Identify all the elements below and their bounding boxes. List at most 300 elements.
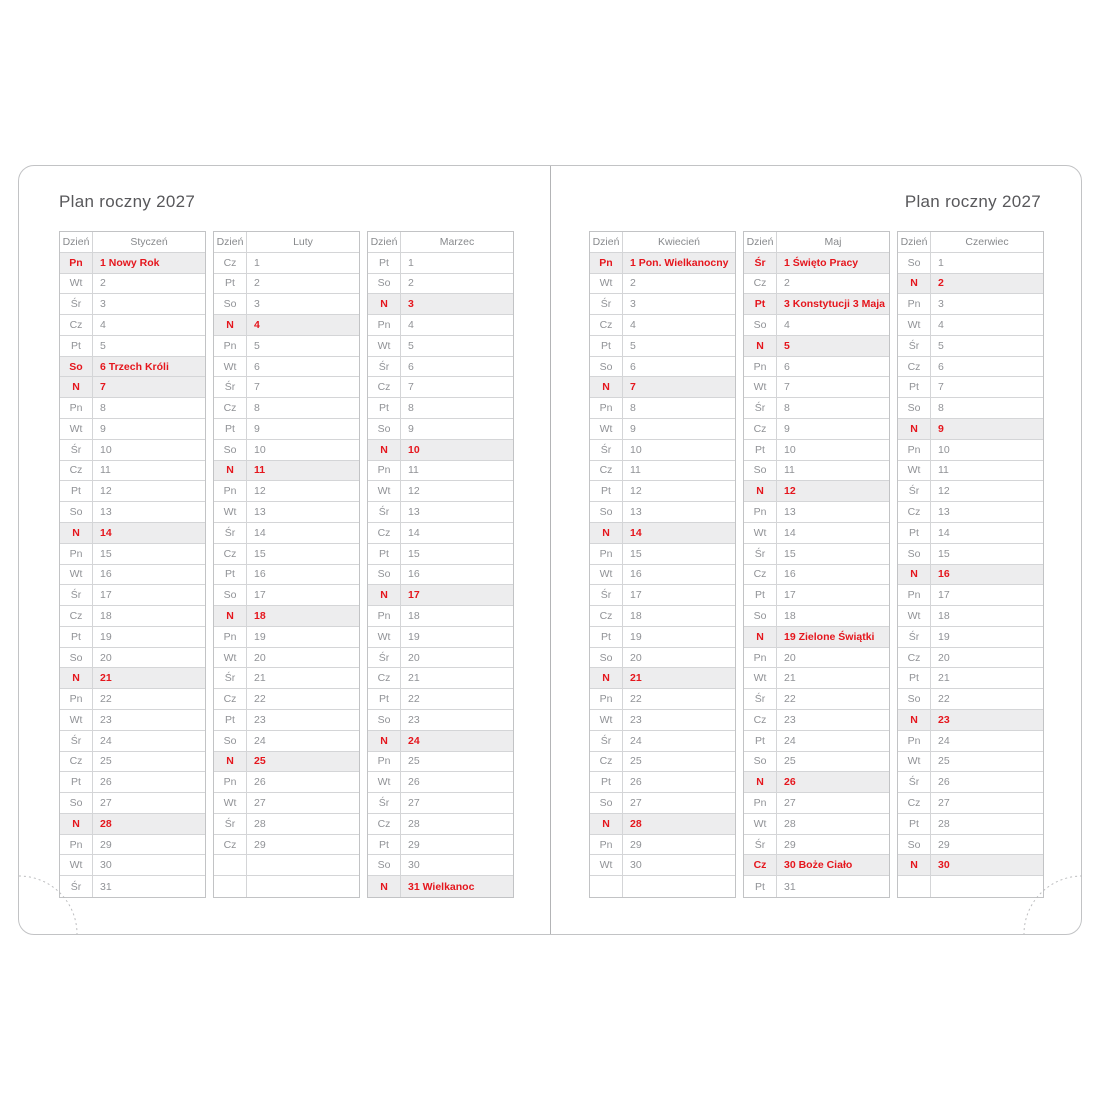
day-row — [744, 585, 889, 606]
weekday-cell: Pt — [368, 544, 401, 564]
weekday-cell: So — [368, 565, 401, 585]
date-cell: 9 — [254, 422, 260, 435]
date-cell: 3 — [408, 298, 414, 311]
date-cell: 20 — [100, 651, 112, 664]
weekday-cell: Pn — [898, 585, 931, 605]
day-row — [60, 710, 205, 731]
weekday-cell: Pn — [744, 648, 777, 668]
date-cell: 14 — [630, 526, 642, 539]
day-row — [898, 648, 1043, 669]
date-cell: 7 — [408, 381, 414, 394]
day-row — [898, 668, 1043, 689]
date-cell — [247, 876, 359, 897]
day-row — [744, 398, 889, 419]
month-name: Styczeń — [130, 235, 168, 248]
weekday-cell: Pt — [214, 565, 247, 585]
date-cell: 7 — [100, 381, 106, 394]
day-row — [368, 377, 513, 398]
day-row — [60, 440, 205, 461]
day-row — [214, 502, 359, 523]
day-row — [368, 648, 513, 669]
date-cell: 8 — [100, 402, 106, 415]
weekday-cell: N — [368, 294, 401, 314]
weekday-cell: Śr — [60, 876, 93, 897]
day-row — [898, 294, 1043, 315]
date-cell: 22 — [784, 693, 796, 706]
date-cell: 14 — [254, 526, 266, 539]
day-row — [744, 419, 889, 440]
weekday-cell: Śr — [214, 814, 247, 834]
day-row — [214, 668, 359, 689]
weekday-cell: Wt — [368, 627, 401, 647]
date-cell: 31 — [784, 880, 796, 893]
day-row — [744, 648, 889, 669]
date-cell: 14 — [938, 526, 950, 539]
empty-row — [898, 876, 1043, 897]
day-row — [898, 481, 1043, 502]
date-cell: 2 — [630, 277, 636, 290]
weekday-cell: Pt — [744, 294, 777, 314]
date-cell: 10 — [938, 443, 950, 456]
date-cell: 8 — [938, 402, 944, 415]
date-cell: 5 — [254, 339, 260, 352]
weekday-cell: Wt — [898, 315, 931, 335]
date-cell: 31 Wielkanoc — [408, 880, 475, 893]
date-cell: 14 — [408, 526, 420, 539]
date-cell: 13 — [254, 506, 266, 519]
weekday-cell: Pn — [590, 398, 623, 418]
date-cell: 3 — [254, 298, 260, 311]
weekday-cell: So — [590, 793, 623, 813]
weekday-cell: Wt — [898, 461, 931, 481]
weekday-cell: N — [368, 585, 401, 605]
day-row — [368, 253, 513, 274]
weekday-cell: So — [744, 461, 777, 481]
weekday-cell: Pt — [368, 398, 401, 418]
day-row — [60, 876, 205, 897]
day-row — [744, 731, 889, 752]
day-row — [590, 440, 735, 461]
day-row — [898, 689, 1043, 710]
weekday-cell: Śr — [744, 689, 777, 709]
weekday-cell: Wt — [60, 419, 93, 439]
date-cell: 8 — [784, 402, 790, 415]
date-cell: 25 — [254, 755, 266, 768]
date-cell: 29 — [100, 838, 112, 851]
date-cell: 18 — [784, 609, 796, 622]
day-row — [368, 502, 513, 523]
day-row — [214, 648, 359, 669]
date-cell: 15 — [784, 547, 796, 560]
date-cell: 28 — [408, 817, 420, 830]
date-cell: 30 Boże Ciało — [784, 859, 853, 872]
empty-row — [214, 855, 359, 876]
day-row — [898, 606, 1043, 627]
day-row — [590, 710, 735, 731]
day-row — [60, 274, 205, 295]
day-row — [898, 627, 1043, 648]
date-cell: 26 — [784, 776, 796, 789]
weekday-cell: N — [744, 627, 777, 647]
weekday-cell: Śr — [744, 253, 777, 273]
day-row — [214, 440, 359, 461]
day-row — [60, 398, 205, 419]
month-table-styczen — [59, 231, 206, 898]
planner-spread — [18, 165, 1082, 935]
day-row — [898, 772, 1043, 793]
day-row — [590, 752, 735, 773]
weekday-cell: N — [214, 752, 247, 772]
day-row — [898, 440, 1043, 461]
date-cell: 13 — [784, 506, 796, 519]
weekday-cell: Cz — [590, 752, 623, 772]
day-row — [214, 793, 359, 814]
day-row — [898, 731, 1043, 752]
weekday-cell: Wt — [590, 710, 623, 730]
weekday-cell: So — [368, 710, 401, 730]
day-row — [590, 336, 735, 357]
day-row — [898, 502, 1043, 523]
date-cell: 24 — [784, 734, 796, 747]
day-row — [898, 461, 1043, 482]
weekday-cell: Cz — [590, 461, 623, 481]
weekday-cell: Śr — [60, 294, 93, 314]
day-row — [898, 793, 1043, 814]
date-cell: 21 — [630, 672, 642, 685]
holiday-row — [368, 585, 513, 606]
weekday-cell: Pt — [898, 814, 931, 834]
weekday-cell: Pn — [744, 357, 777, 377]
date-cell: 10 — [254, 443, 266, 456]
day-row — [590, 357, 735, 378]
weekday-cell: Cz — [60, 315, 93, 335]
weekday-cell: Cz — [214, 689, 247, 709]
date-cell: 28 — [784, 817, 796, 830]
day-row — [744, 544, 889, 565]
date-cell: 12 — [784, 485, 796, 498]
month-header-row — [898, 232, 1043, 253]
day-row — [60, 855, 205, 876]
weekday-cell: Śr — [744, 835, 777, 855]
month-name: Czerwiec — [965, 235, 1009, 248]
weekday-cell: Cz — [744, 710, 777, 730]
day-row — [744, 814, 889, 835]
weekday-cell: Pt — [898, 377, 931, 397]
month-table-marzec — [367, 231, 514, 898]
date-cell: 11 — [630, 464, 641, 477]
month-header-row — [590, 232, 735, 253]
day-row — [368, 461, 513, 482]
date-cell: 6 — [938, 360, 944, 373]
day-row — [898, 336, 1043, 357]
weekday-cell: N — [898, 274, 931, 294]
day-row — [214, 357, 359, 378]
date-cell: 4 — [938, 319, 944, 332]
day-row — [590, 315, 735, 336]
date-cell: 10 — [784, 443, 796, 456]
date-cell: 21 — [254, 672, 266, 685]
weekday-cell: Wt — [60, 274, 93, 294]
date-cell: 5 — [784, 339, 790, 352]
weekday-cell: N — [898, 855, 931, 875]
date-cell: 16 — [100, 568, 112, 581]
date-cell: 25 — [630, 755, 642, 768]
date-cell: 2 — [938, 277, 944, 290]
date-cell: 7 — [938, 381, 944, 394]
holiday-row — [368, 876, 513, 897]
date-cell: 18 — [254, 609, 266, 622]
weekday-cell: So — [214, 440, 247, 460]
date-cell: 18 — [100, 609, 112, 622]
holiday-row — [744, 855, 889, 876]
weekday-cell: Cz — [214, 544, 247, 564]
weekday-cell: N — [898, 710, 931, 730]
date-cell: 22 — [254, 693, 266, 706]
weekday-cell: Wt — [368, 481, 401, 501]
day-row — [214, 731, 359, 752]
date-cell: 16 — [254, 568, 266, 581]
day-row — [898, 835, 1043, 856]
day-row — [744, 274, 889, 295]
weekday-cell: Pt — [60, 627, 93, 647]
date-cell: 12 — [100, 485, 112, 498]
date-cell: 22 — [408, 693, 420, 706]
day-row — [368, 606, 513, 627]
day-row — [60, 461, 205, 482]
weekday-cell: Pn — [898, 294, 931, 314]
date-cell: 29 — [938, 838, 950, 851]
holiday-row — [744, 772, 889, 793]
day-row — [214, 274, 359, 295]
date-cell: 16 — [938, 568, 950, 581]
date-cell: 14 — [100, 526, 112, 539]
day-column-header: Dzień — [368, 232, 401, 252]
weekday-cell: Pn — [214, 627, 247, 647]
date-cell: 18 — [938, 609, 950, 622]
weekday-cell: So — [898, 253, 931, 273]
weekday-cell: Pn — [368, 461, 401, 481]
month-header-row — [214, 232, 359, 253]
weekday-cell: Cz — [590, 606, 623, 626]
date-cell: 20 — [254, 651, 266, 664]
weekday-cell: Cz — [368, 377, 401, 397]
weekday-cell: N — [214, 315, 247, 335]
holiday-row — [214, 315, 359, 336]
date-cell: 13 — [408, 506, 420, 519]
weekday-cell: N — [60, 668, 93, 688]
date-cell: 13 — [100, 506, 112, 519]
day-row — [744, 377, 889, 398]
holiday-row — [898, 419, 1043, 440]
weekday-cell: So — [368, 855, 401, 875]
weekday-cell: Śr — [60, 731, 93, 751]
date-cell: 11 — [254, 464, 266, 477]
weekday-cell: Śr — [368, 793, 401, 813]
date-cell: 1 Nowy Rok — [100, 256, 160, 269]
weekday-cell: N — [744, 336, 777, 356]
date-cell: 26 — [938, 776, 950, 789]
date-cell: 24 — [630, 734, 642, 747]
day-row — [368, 336, 513, 357]
day-row — [898, 253, 1043, 274]
day-row — [590, 585, 735, 606]
months-left — [59, 231, 514, 898]
date-cell: 24 — [254, 734, 266, 747]
day-row — [590, 627, 735, 648]
weekday-cell: Pn — [60, 689, 93, 709]
weekday-cell: Śr — [214, 523, 247, 543]
date-cell: 25 — [408, 755, 420, 768]
month-header-row — [368, 232, 513, 253]
day-row — [60, 752, 205, 773]
day-row — [590, 855, 735, 876]
day-row — [590, 565, 735, 586]
weekday-cell: Śr — [898, 481, 931, 501]
day-row — [744, 315, 889, 336]
date-cell: 26 — [100, 776, 112, 789]
date-cell: 4 — [784, 319, 790, 332]
holiday-row — [60, 668, 205, 689]
date-cell: 16 — [408, 568, 420, 581]
holiday-row — [60, 814, 205, 835]
date-cell: 5 — [408, 339, 414, 352]
weekday-cell: Pn — [214, 481, 247, 501]
weekday-cell: Śr — [898, 772, 931, 792]
month-name: Maj — [824, 235, 842, 248]
weekday-cell — [590, 876, 623, 897]
date-cell: 20 — [784, 651, 796, 664]
day-row — [214, 294, 359, 315]
month-name: Kwiecień — [657, 235, 701, 248]
day-row — [368, 544, 513, 565]
day-column-header: Dzień — [214, 232, 247, 252]
weekday-cell: Cz — [214, 253, 247, 273]
date-cell: 15 — [630, 547, 642, 560]
weekday-cell: Wt — [590, 855, 623, 875]
date-cell: 24 — [100, 734, 112, 747]
date-cell: 13 — [938, 506, 950, 519]
date-cell: 20 — [630, 651, 642, 664]
weekday-cell: So — [60, 793, 93, 813]
holiday-row — [368, 731, 513, 752]
weekday-cell: Cz — [744, 274, 777, 294]
day-row — [590, 731, 735, 752]
day-row — [590, 793, 735, 814]
date-cell: 2 — [100, 277, 106, 290]
day-column-header: Dzień — [60, 232, 93, 252]
day-row — [60, 565, 205, 586]
weekday-cell: So — [214, 294, 247, 314]
holiday-row — [590, 668, 735, 689]
date-cell: 12 — [630, 485, 642, 498]
holiday-row — [60, 377, 205, 398]
date-cell: 5 — [630, 339, 636, 352]
day-row — [898, 752, 1043, 773]
date-cell: 23 — [784, 713, 796, 726]
weekday-cell: So — [368, 274, 401, 294]
page-title-right: Plan roczny 2027 — [904, 192, 1041, 211]
date-cell: 5 — [100, 339, 106, 352]
weekday-cell: Wt — [744, 377, 777, 397]
weekday-cell — [898, 876, 931, 897]
date-cell: 2 — [254, 277, 260, 290]
date-cell: 4 — [254, 319, 260, 332]
day-row — [744, 835, 889, 856]
holiday-row — [744, 294, 889, 315]
date-cell: 15 — [938, 547, 950, 560]
date-cell: 9 — [100, 422, 106, 435]
day-row — [60, 627, 205, 648]
date-cell: 7 — [630, 381, 636, 394]
weekday-cell: Cz — [214, 835, 247, 855]
weekday-cell: So — [368, 419, 401, 439]
weekday-cell: Cz — [60, 606, 93, 626]
weekday-cell: Cz — [898, 357, 931, 377]
holiday-row — [590, 253, 735, 274]
weekday-cell: Pt — [368, 253, 401, 273]
weekday-cell: Wt — [590, 274, 623, 294]
day-row — [744, 793, 889, 814]
date-cell: 3 — [100, 298, 106, 311]
day-row — [590, 544, 735, 565]
date-cell: 13 — [630, 506, 642, 519]
weekday-cell: N — [368, 731, 401, 751]
day-row — [368, 398, 513, 419]
day-row — [744, 357, 889, 378]
weekday-cell: Śr — [214, 377, 247, 397]
weekday-cell: So — [898, 689, 931, 709]
date-cell: 15 — [100, 547, 112, 560]
date-cell: 19 — [408, 630, 420, 643]
weekday-cell: Pt — [744, 440, 777, 460]
date-cell: 16 — [630, 568, 642, 581]
weekday-cell: Cz — [214, 398, 247, 418]
date-cell: 19 Zielone Świątki — [784, 630, 875, 643]
weekday-cell: Śr — [898, 336, 931, 356]
holiday-row — [898, 274, 1043, 295]
weekday-cell: Cz — [368, 523, 401, 543]
day-row — [590, 606, 735, 627]
day-row — [590, 648, 735, 669]
date-cell — [247, 855, 359, 875]
date-cell: 15 — [408, 547, 420, 560]
date-cell: 21 — [938, 672, 950, 685]
weekday-cell: So — [214, 731, 247, 751]
date-cell: 3 — [630, 298, 636, 311]
weekday-cell: So — [898, 544, 931, 564]
date-cell: 26 — [630, 776, 642, 789]
holiday-row — [60, 253, 205, 274]
weekday-cell: N — [60, 814, 93, 834]
empty-row — [214, 876, 359, 897]
holiday-row — [590, 377, 735, 398]
date-cell: 23 — [254, 713, 266, 726]
date-cell: 1 Pon. Wielkanocny — [630, 256, 729, 269]
weekday-cell: Śr — [368, 357, 401, 377]
weekday-cell: Pt — [60, 481, 93, 501]
date-cell: 25 — [938, 755, 950, 768]
weekday-cell: Wt — [214, 357, 247, 377]
day-row — [590, 772, 735, 793]
weekday-cell: N — [590, 668, 623, 688]
day-row — [60, 689, 205, 710]
weekday-cell: So — [744, 606, 777, 626]
weekday-cell: Wt — [590, 565, 623, 585]
day-row — [744, 710, 889, 731]
date-cell: 27 — [630, 796, 642, 809]
date-cell: 25 — [100, 755, 112, 768]
day-row — [368, 565, 513, 586]
